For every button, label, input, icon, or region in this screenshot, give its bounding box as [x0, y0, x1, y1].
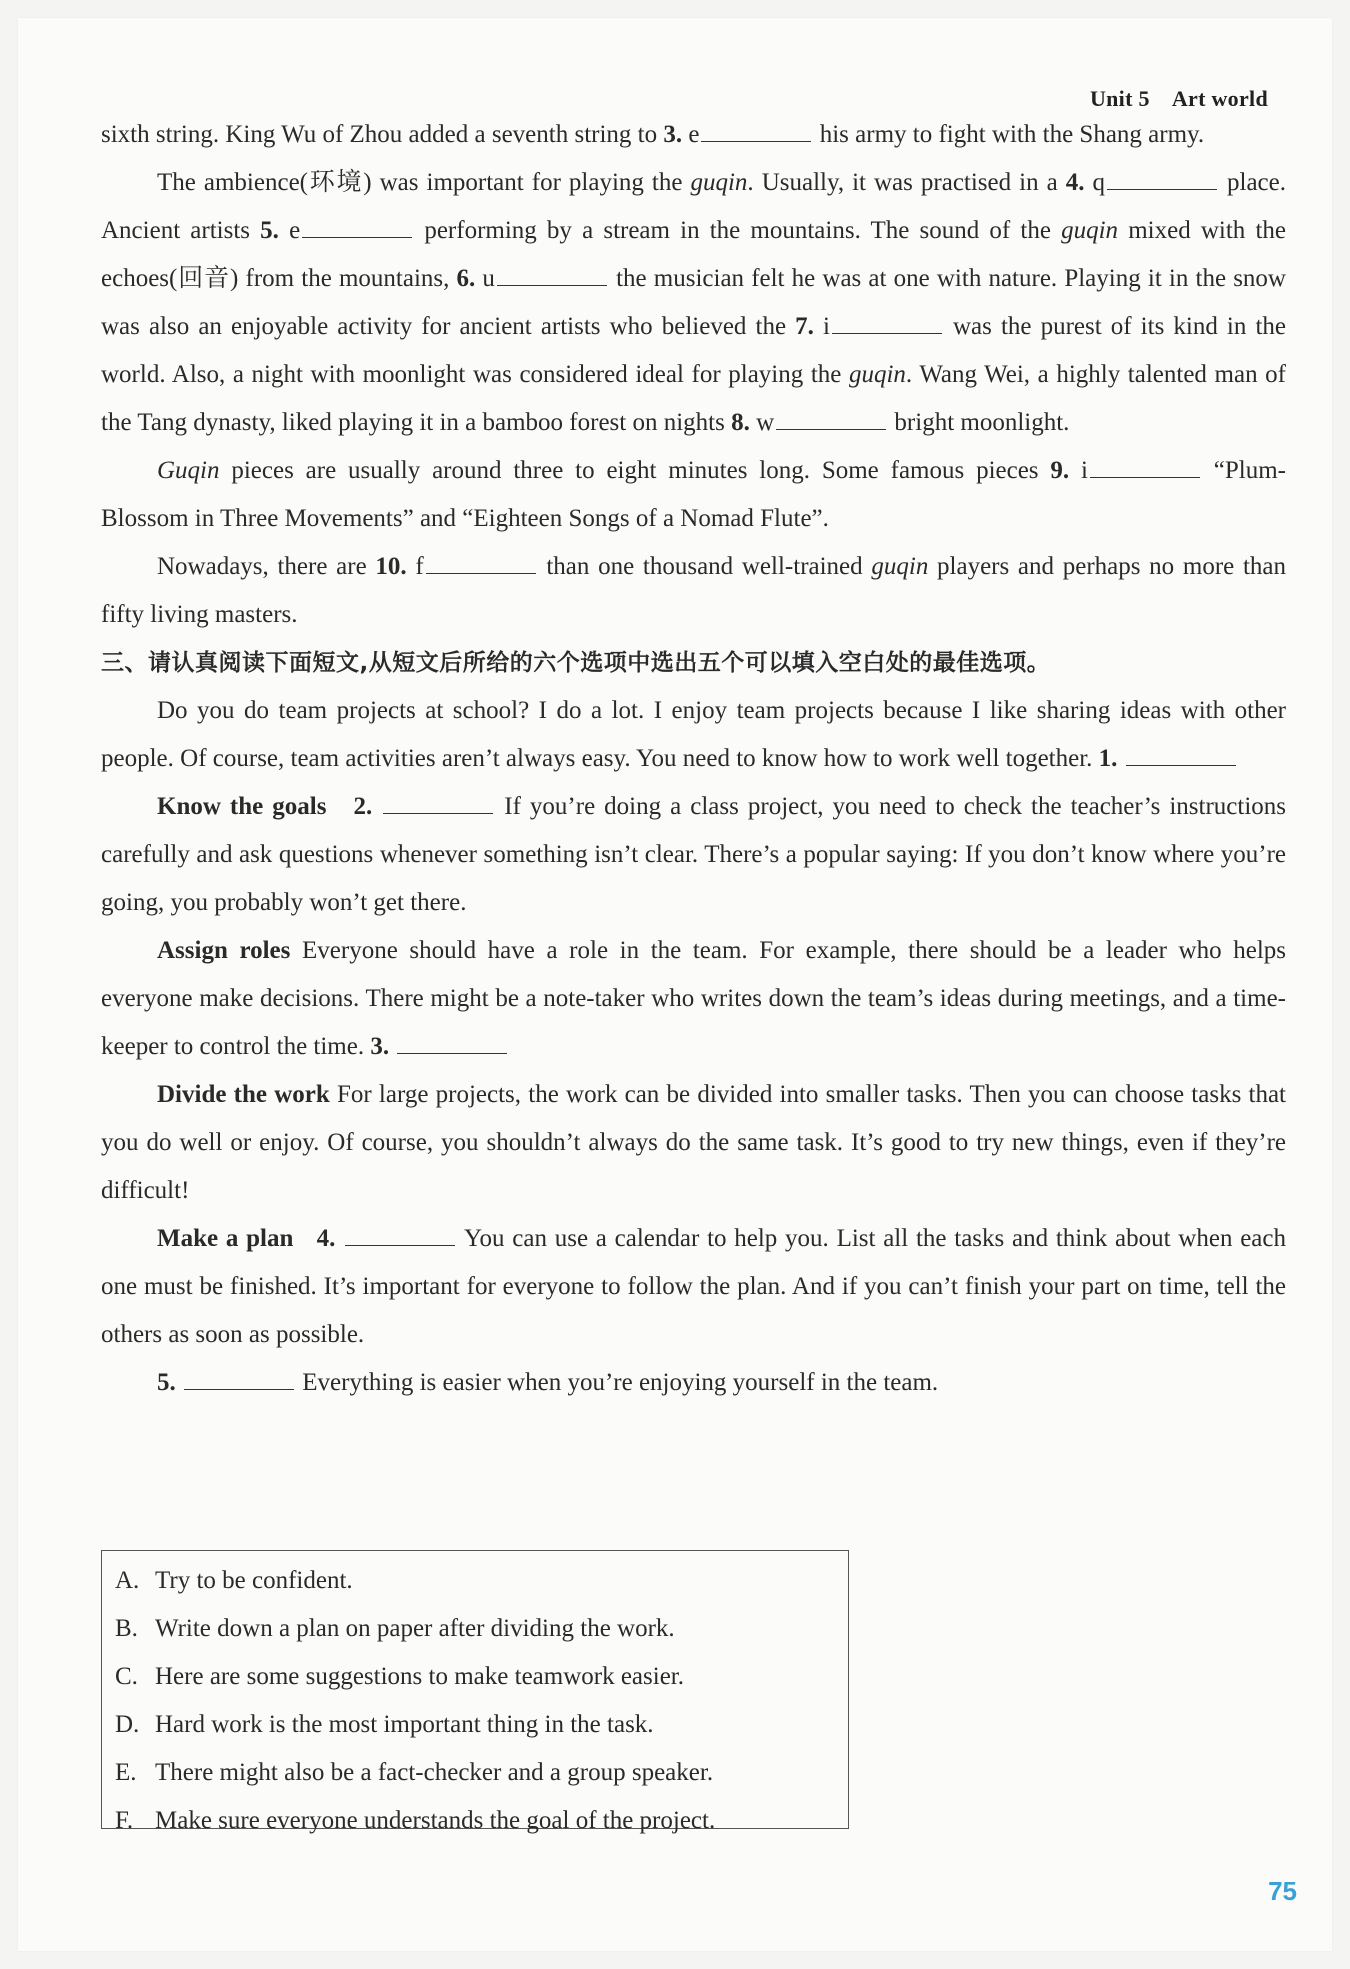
blank-number: 4.: [316, 1225, 336, 1252]
text: . Usually, it was practised in a: [747, 169, 1066, 196]
text: “Plum-Blossom in Three Movements” and “Eighteen Songs of a Nomad Flute”.: [101, 457, 1287, 532]
blank-number: 6.: [456, 265, 476, 292]
subheading: Know the goals: [157, 793, 327, 820]
text: Everything is easier when you’re enjoying yourself in the team.: [296, 1369, 939, 1396]
blank-initial: i: [1069, 457, 1088, 484]
text: bright moonlight.: [888, 409, 1070, 436]
option-text: Try to be confident.: [155, 1567, 353, 1594]
blank-initial: e: [278, 217, 301, 244]
paragraph: [101, 543, 1286, 639]
section-instruction: 三、请认真阅读下面短文,从短文后所给的六个选项中选出五个可以填入空白处的最佳选项。: [101, 650, 1051, 676]
option-c[interactable]: [115, 1653, 848, 1701]
answer-blank[interactable]: [397, 1023, 507, 1054]
paragraph: [101, 111, 1286, 159]
paragraph: [101, 1359, 1286, 1407]
answer-blank[interactable]: [1090, 447, 1200, 478]
blank-initial: f: [406, 553, 424, 580]
option-letter: E.: [115, 1759, 137, 1786]
text: the musician felt he was at one with nature. Playing it in the snow was also an enjoyable activity for ancient artists who believed the: [101, 265, 1286, 340]
answer-blank[interactable]: [776, 399, 886, 430]
answer-blank[interactable]: [426, 543, 536, 574]
text: sixth string. King Wu of Zhou added a seventh string to: [101, 121, 664, 148]
subheading: Divide the work: [157, 1081, 330, 1108]
blank-number: 7.: [795, 313, 814, 340]
text: . Wang Wei, a highly talented man of the Tang dynasty, liked playing it in a bamboo forest on nights: [101, 361, 1286, 436]
option-letter: A.: [115, 1567, 140, 1594]
answer-blank[interactable]: [184, 1359, 294, 1390]
text: players and perhaps no more than fifty living masters.: [101, 553, 1286, 628]
paragraph: [101, 687, 1286, 783]
unit-label: Unit 5: [1089, 86, 1150, 111]
blank-initial: q: [1084, 169, 1105, 196]
option-letter: F.: [115, 1807, 134, 1834]
text: than one thousand well-trained: [537, 553, 872, 580]
blank-number: 5.: [260, 217, 279, 244]
paragraph: [101, 1215, 1286, 1359]
text: was the purest of its kind in the world. Also, a night with moonlight was considered ideal for playing the: [101, 313, 1286, 388]
subheading: Assign roles: [157, 937, 291, 964]
italic-term: guqin: [690, 169, 748, 196]
option-letter: B.: [115, 1615, 138, 1642]
option-text: Hard work is the most important thing in the task.: [155, 1711, 654, 1738]
blank-number: 4.: [1065, 169, 1085, 196]
text: mixed with the echoes(回音) from the mountains,: [101, 217, 1286, 292]
blank-initial: u: [475, 265, 495, 292]
unit-title: Art world: [1171, 86, 1268, 111]
text: Do you do team projects at school? I do a lot. I enjoy team projects because I like sharing ideas with other people. Of course, team activities aren’t always easy. You need to know how to work well together.: [101, 697, 1286, 772]
option-text: Here are some suggestions to make teamwork easier.: [155, 1663, 684, 1690]
text: Nowadays, there are: [157, 553, 376, 580]
answer-blank[interactable]: [383, 783, 493, 814]
option-a[interactable]: [115, 1557, 848, 1605]
text: place. Ancient artists: [101, 169, 1286, 244]
text: pieces are usually around three to eight minutes long. Some famous pieces: [219, 457, 1051, 484]
subheading: Make a plan: [157, 1225, 294, 1252]
italic-term: guqin: [1061, 217, 1119, 244]
italic-term: Guqin: [157, 457, 220, 484]
blank-number: 10.: [375, 553, 407, 580]
italic-term: guqin: [848, 361, 906, 388]
main-text: [101, 111, 1286, 1407]
answer-blank[interactable]: [1107, 159, 1217, 190]
blank-initial: e: [682, 121, 700, 148]
paragraph: [101, 1071, 1286, 1215]
paragraph: [101, 447, 1286, 543]
option-text: Make sure everyone understands the goal of the project.: [155, 1807, 716, 1834]
blank-initial: i: [813, 313, 830, 340]
paragraph: [101, 927, 1286, 1071]
options-box: [101, 1550, 849, 1834]
text: his army to fight with the Shang army.: [813, 121, 1205, 148]
option-d[interactable]: [115, 1701, 848, 1749]
text: If you’re doing a class project, you need to check the teacher’s instructions carefully and ask questions whenever something isn’t clear. There’s a popular saying: If you don’t know where you’re going, you probably won’t get there.: [101, 793, 1287, 916]
option-f[interactable]: [115, 1797, 848, 1845]
option-e[interactable]: [115, 1749, 848, 1797]
text: The ambience(环境) was important for playing the: [157, 169, 691, 196]
blank-initial: w: [749, 409, 775, 436]
running-header: [1090, 86, 1268, 112]
option-text: There might also be a fact-checker and a group speaker.: [155, 1759, 714, 1786]
text: You can use a calendar to help you. List all the tasks and think about when each one must be finished. It’s important for everyone to follow the plan. And if you can’t finish your part on time, tell the others as soon as possible.: [101, 1225, 1286, 1348]
text: Everyone should have a role in the team. For example, there should be a leader who helps everyone make decisions. There might be a note-taker who writes down the team’s ideas during meetings, and a time-keeper to control the time.: [101, 937, 1286, 1060]
blank-number: 5.: [157, 1369, 176, 1396]
option-b[interactable]: [115, 1605, 848, 1653]
blank-number: 9.: [1050, 457, 1070, 484]
answer-blank[interactable]: [302, 207, 412, 238]
answer-blank[interactable]: [701, 111, 811, 142]
page-number: 75: [1268, 1876, 1297, 1906]
option-letter: D.: [115, 1711, 140, 1738]
answer-blank[interactable]: [1126, 735, 1236, 766]
option-text: Write down a plan on paper after dividing the work.: [155, 1615, 675, 1642]
blank-number: 3.: [663, 121, 683, 148]
option-letter: C.: [115, 1663, 138, 1690]
blank-number: 2.: [353, 793, 373, 820]
italic-term: guqin: [871, 553, 929, 580]
answer-blank[interactable]: [345, 1215, 455, 1246]
blank-number: 3.: [370, 1033, 390, 1060]
answer-blank[interactable]: [497, 255, 607, 286]
paragraph: [101, 783, 1286, 927]
text: For large projects, the work can be divided into smaller tasks. Then you can choose tasks that you do well or enjoy. Of course, you shouldn’t always do the same task. It’s good to try new things, even if they’re difficult!: [101, 1081, 1286, 1204]
blank-number: 8.: [731, 409, 750, 436]
text: performing by a stream in the mountains. The sound of the: [414, 217, 1062, 244]
blank-number: 1.: [1098, 745, 1118, 772]
paragraph: [101, 159, 1286, 447]
answer-blank[interactable]: [832, 303, 942, 334]
